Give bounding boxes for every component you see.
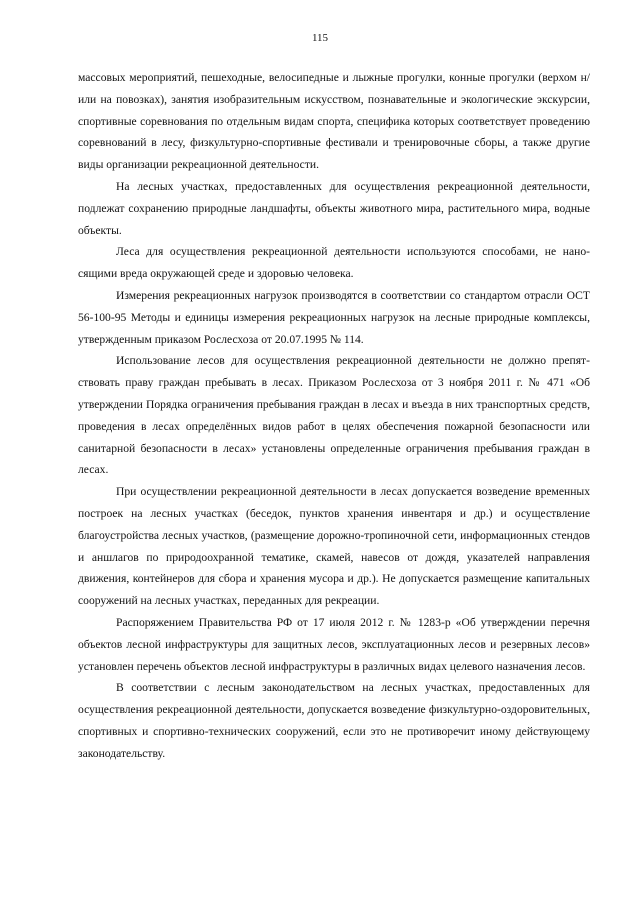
page-number: 115 bbox=[311, 32, 329, 44]
paragraph: На лесных участках, предоставленных для осуществления рекреационной деятельности, подлежат сохранению природные ландшафты, объекты животного мира, растительного мира, водные объекты. bbox=[78, 179, 590, 237]
paragraph: В соответствии с лесным законодательством на лесных участках, предоставленных для осуществления рекреационной деятельности, допускается возведение физкультурно-оздоровительных, спортивных и спортивно-технических сооружений, если это не противоречит иному действующему законодательству. bbox=[78, 681, 590, 760]
paragraph: Распоряжением Правительства РФ от 17 июля 2012 г. № 1283-р «Об утверждении перечня объектов лесной инфраструктуры для защитных лесов, эксплуатационных лесов и резервных лесов» установлен перечень объектов лесной инфраструктуры в различных видах целевого назначения лесов. bbox=[78, 615, 590, 673]
paragraph: Измерения рекреационных нагрузок производятся в соответствии со стандартом отрасли ОСТ 56-100-95 Методы и единицы измерения рекреационных нагрузок на лесные природные комплексы, утвержденным приказом Рослесхоза от 20.07.1995 № 114. bbox=[78, 288, 590, 346]
paragraph: Леса для осуществления рекреационной деятельности используются способами, не наносящими вреда окружающей среде и здоровью человека. bbox=[78, 245, 590, 281]
paragraph: Использование лесов для осуществления рекреационной деятельности не должно препятствовать праву граждан пребывать в лесах. Приказом Рослесхоза от 3 ноября 2011 г. № 471 «Об утверждении Порядка ограничения пребывания граждан в лесах и въезда в них транспортных средств, проведения в лесах определённых видов работ в целях обеспечения пожарной безопасности или санитарной безопасности в лесах» установлены определенные ограничения пребывания граждан в лесах. bbox=[78, 354, 590, 477]
paragraph: массовых мероприятий, пешеходные, велосипедные и лыжные прогулки, конные прогулки (верхом н/или на повозках), занятия изобразительным искусством, познавательные и экологические экскурсии, спортивные соревнования по отдельным видам спорта, специфика которых соответствует проведению соревнований в лесу, физкультурно-спортивные фестивали и тренировочные сборы, а также другие виды организации рекреационной деятельности. bbox=[78, 71, 590, 172]
document-body bbox=[78, 67, 590, 765]
paragraph: При осуществлении рекреационной деятельности в лесах допускается возведение временных построек на лесных участках (беседок, пунктов хранения инвентаря и др.) и осуществление благоустройства лесных участков, (размещение дорожно-тропиночной сети, информационных стендов и аншлагов по природоохранной тематике, скамей, навесов от дождя, указателей направления движения, контейнеров для сбора и хранения мусора и др.). Не допускается размещение капитальных сооружений на лесных участках, переданных для рекреации. bbox=[78, 485, 590, 608]
